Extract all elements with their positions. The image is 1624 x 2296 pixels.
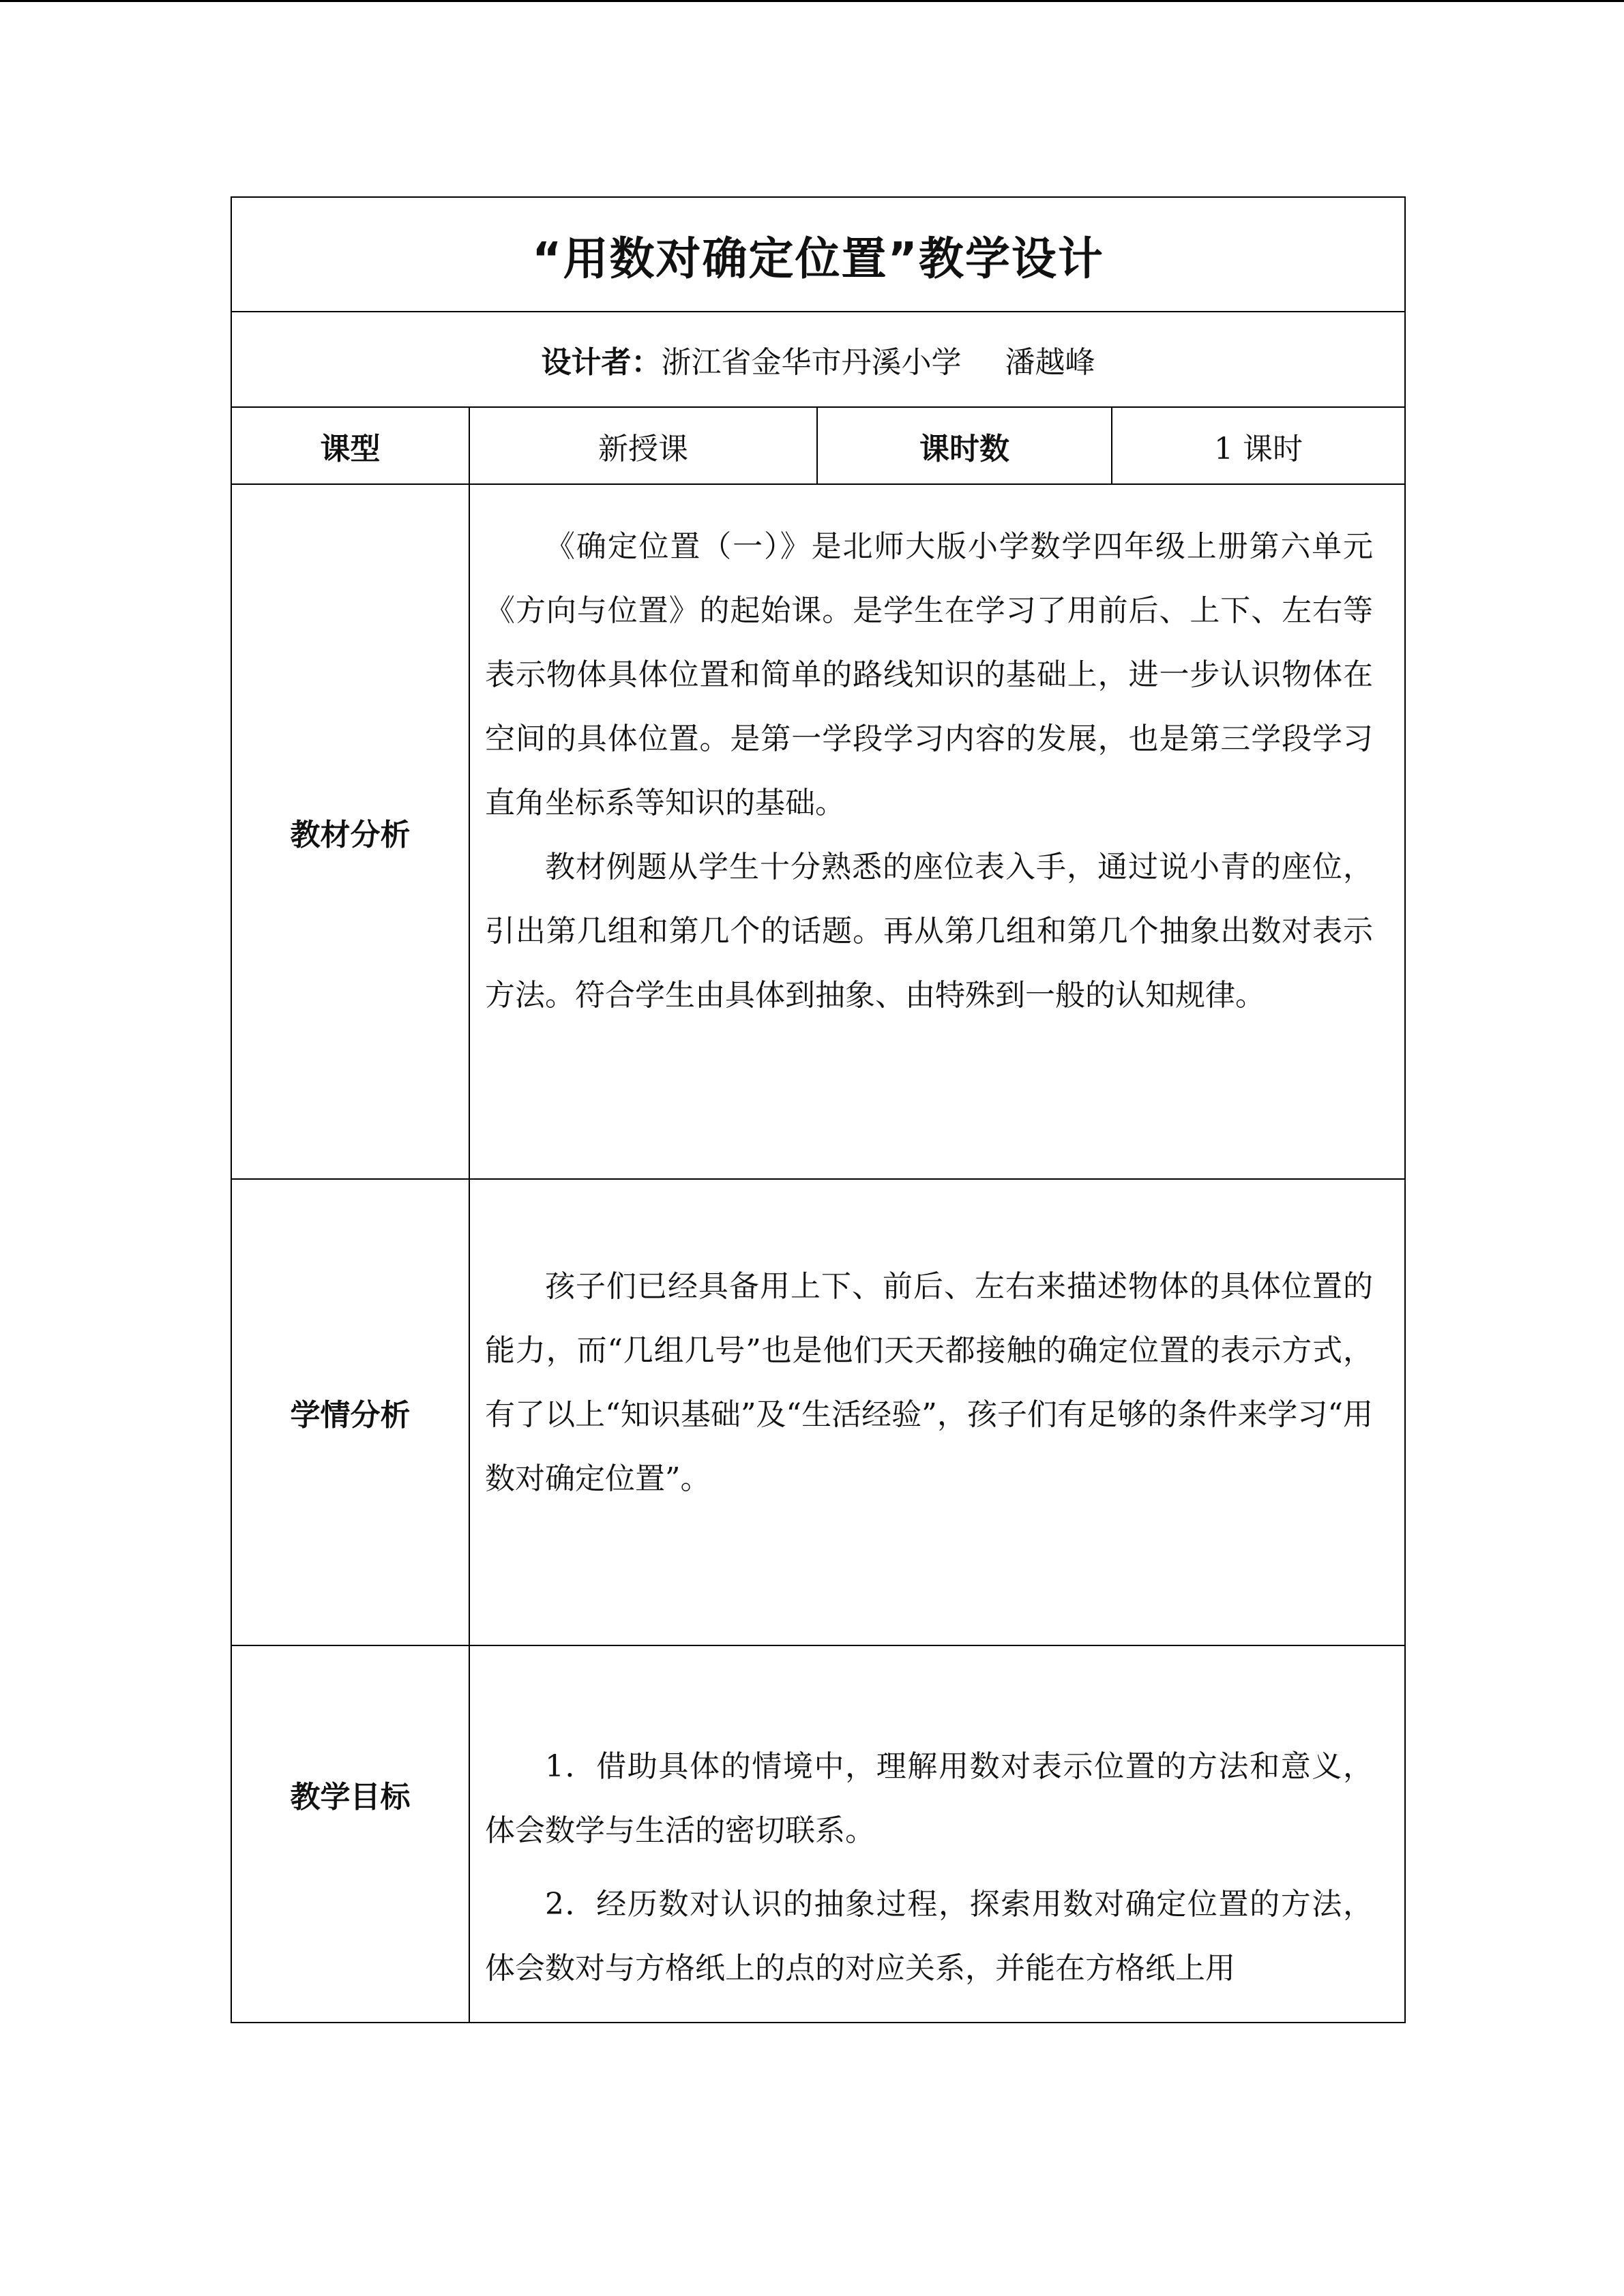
teaching-goal-item: 2．经历数对认识的抽象过程，探索用数对确定位置的方法，体会数对与方格纸上的点的对应关系，并能在方格纸上用 <box>485 1887 1374 1986</box>
lesson-hours-label: 课时数 <box>817 407 1112 484</box>
designer-info <box>231 312 1405 407</box>
lesson-type-label: 课型 <box>231 407 469 484</box>
page-top-rule <box>0 0 1624 2</box>
designer-label: 设计者： <box>541 345 662 380</box>
textbook-analysis-row <box>231 484 1405 1179</box>
meta-row <box>231 407 1405 484</box>
lesson-design-table <box>231 196 1406 2023</box>
textbook-analysis-paragraph: 《确定位置（一）》是北师大版小学数学四年级上册第六单元《方向与位置》的起始课。是学生在学习了用前后、上下、左右等表示物体具体位置和简单的路线知识的基础上，进一步认识物体在空间的具体位置。是第一学段学习内容的发展，也是第三学段学习直角坐标系等知识的基础。 <box>485 529 1374 820</box>
title-row <box>231 197 1405 312</box>
designer-school: 浙江省金华市丹溪小学 <box>661 345 962 380</box>
student-analysis-content <box>469 1179 1405 1645</box>
designer-name: 潘越峰 <box>1005 345 1095 380</box>
teaching-goals-label: 教学目标 <box>231 1645 469 2023</box>
lesson-type-value: 新授课 <box>469 407 817 484</box>
designer-row <box>231 312 1405 407</box>
student-analysis-label: 学情分析 <box>231 1179 469 1645</box>
lesson-hours-value: 1 课时 <box>1112 407 1405 484</box>
textbook-analysis-paragraph: 教材例题从学生十分熟悉的座位表入手，通过说小青的座位，引出第几组和第几个的话题。再从第几组和第几个抽象出数对表示方法。符合学生由具体到抽象、由特殊到一般的认知规律。 <box>485 850 1374 1013</box>
teaching-goals-content <box>469 1645 1405 2023</box>
student-analysis-paragraph: 孩子们已经具备用上下、前后、左右来描述物体的具体位置的能力，而“几组几号”也是他们天天都接触的确定位置的表示方式，有了以上“知识基础”及“生活经验”，孩子们有足够的条件来学习“用数对确定位置”。 <box>485 1269 1374 1496</box>
teaching-goal-item: 1．借助具体的情境中，理解用数对表示位置的方法和意义，体会数学与生活的密切联系。 <box>485 1749 1374 1848</box>
teaching-goals-row <box>231 1645 1405 2023</box>
student-analysis-row <box>231 1179 1405 1645</box>
textbook-analysis-content <box>469 484 1405 1179</box>
textbook-analysis-label: 教材分析 <box>231 484 469 1179</box>
document-title: “用数对确定位置”教学设计 <box>231 197 1405 312</box>
